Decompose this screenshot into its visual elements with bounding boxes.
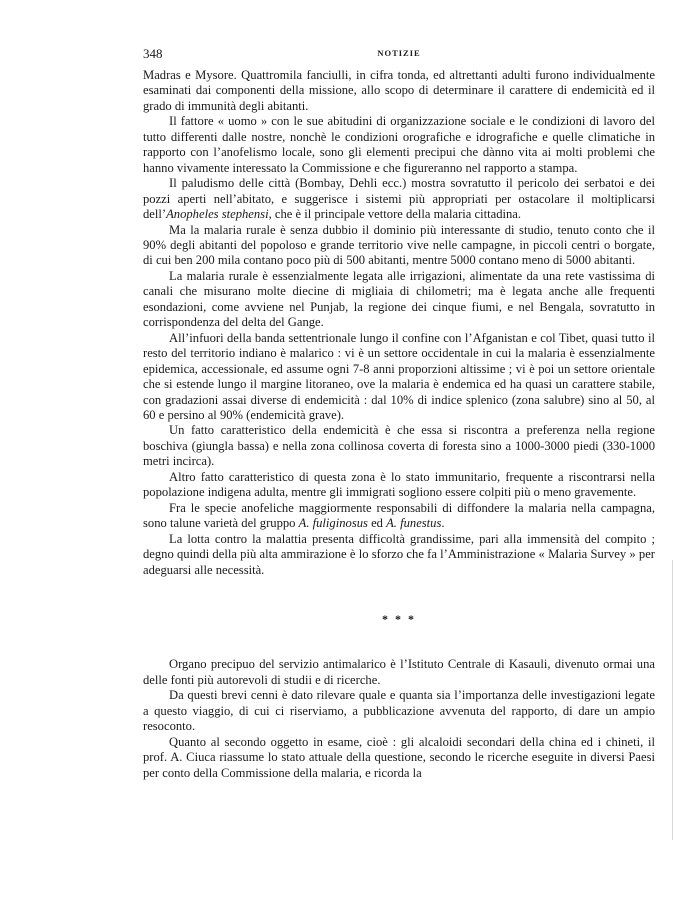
section-separator: * * *	[382, 611, 416, 626]
paragraph: Il fattore « uomo » con le sue abitudini di organizzazione sociale e le condizioni di lavoro del tutto differenti dalle nostre, nonchè le condizioni orografiche e idrografiche e quelle climatiche in rapporto con l’anofelismo locale, sono gli elementi precipui che dànno vita ai molti problemi che hanno vivamente interessato la Commissione e che figureranno nel rapporto a stampa.	[143, 114, 655, 175]
paragraph: Altro fatto caratteristico di questa zona è lo stato immunitario, frequente a riscontrarsi nella popolazione indigena adulta, mentre gli immigrati sogliono essere colpiti più o meno gravemente.	[143, 469, 655, 500]
paragraph: La lotta contro la malattia presenta difficoltà grandissime, pari alla immensità del compito ; degno quindi della più alta ammirazione è lo sforzo che fa l’Amministrazione « Malaria Survey » per adeguarsi alle necessità.	[143, 531, 655, 577]
text-run: Fra le specie anofeliche maggiormente responsabili di diffondere la malaria nella campagna, sono talune varietà del gruppo	[143, 500, 655, 531]
text-run: , che è il principale vettore della malaria cittadina.	[268, 207, 522, 222]
text-run: Il paludismo delle città (Bombay, Dehli ecc.) mostra sovratutto il pericolo dei serbatoi e dei pozzi aperti nell’abitato, e suggerisce i sistemi più appropriati per ostacolare il moltiplicarsi dell’	[143, 176, 655, 222]
paragraph: All’infuori della banda settentrionale lungo il confine con l’Afganistan e col Tibet, quasi tutto il resto del territorio indiano è malarico : vi è un settore occidentale in cui la malaria è essenzialmente epidemica, accessionale, ed assume ogni 7-8 anni proporzioni altissime ; vi è poi un settore orientale che si estende lungo il margine litoraneo, ove la malaria è endemica ed ha quasi un carattere stabile, con gradazioni assai diverse di endemicità : dal 10% di indice splenico (zona salubre) sino al 50, al 60 e persino al 90% (endemicità grave).	[143, 330, 655, 422]
text-run: .	[441, 516, 445, 531]
paragraph: Ma la malaria rurale è senza dubbio il dominio più interessante di studio, tenuto conto che il 90% degli abitanti del popoloso e grande territorio vive nelle campagne, in piccoli centri o borgate, di cui ben 200 mila contano poco più di 500 abitanti, mentre 5000 contano meno di 5000 abitanti.	[143, 222, 655, 268]
paragraph: Da questi brevi cenni è dato rilevare quale e quanta sia l’importanza delle investigazioni legate a questo viaggio, di cui ci riserviamo, a pubblicazione avvenuta del rapporto, di dare un ampio resoconto.	[143, 688, 655, 734]
species-name: A. fuliginosus	[298, 516, 368, 531]
paragraph: Madras e Mysore. Quattromila fanciulli, in cifra tonda, ed altrettanti adulti furono individualmente esaminati dai componenti della missione, allo scopo di determinare il carattere di endemicità ed il grado di immunità degli abitanti.	[143, 68, 655, 113]
article-body	[143, 68, 655, 781]
page-number: 348	[143, 46, 163, 61]
species-name: A. funestus	[386, 516, 442, 531]
paragraph: La malaria rurale è essenzialmente legata alle irrigazioni, alimentate da una rete vastissima di canali che misurano molte diecine di migliaia di chilometri; ma è legata anche alle frequenti esondazioni, come avviene nel Punjab, la regione dei cinque fiumi, e nel Bengala, sovratutto in corrispondenza del delta del Gange.	[143, 268, 655, 330]
paragraph: Quanto al secondo oggetto in esame, cioè : gli alcaloidi secondari della china ed i chineti, il prof. A. Ciuca riassume lo stato attuale della questione, secondo le ricerche eseguite in diversi Paesi per conto della Commissione della malaria, e ricorda la	[143, 734, 655, 780]
species-name: Anopheles stephensi	[166, 207, 269, 222]
paragraph	[143, 501, 655, 532]
page-header	[143, 46, 655, 68]
paragraph: Organo precipuo del servizio antimalarico è l’Istituto Centrale di Kasauli, divenuto ormai una delle fonti più autorevoli di studii e di ricerche.	[143, 657, 655, 687]
document-page	[143, 46, 655, 781]
text-run: ed	[367, 516, 387, 531]
paragraph	[143, 176, 655, 222]
paragraph: Un fatto caratteristico della endemicità è che essa si riscontra a preferenza nella regione boschiva (giungla bassa) e nella zona collinosa coverta di foresta sino a 1000-3000 piedi (330-1000 metri incirca).	[143, 423, 655, 469]
running-head: NOTIZIE	[377, 48, 421, 58]
